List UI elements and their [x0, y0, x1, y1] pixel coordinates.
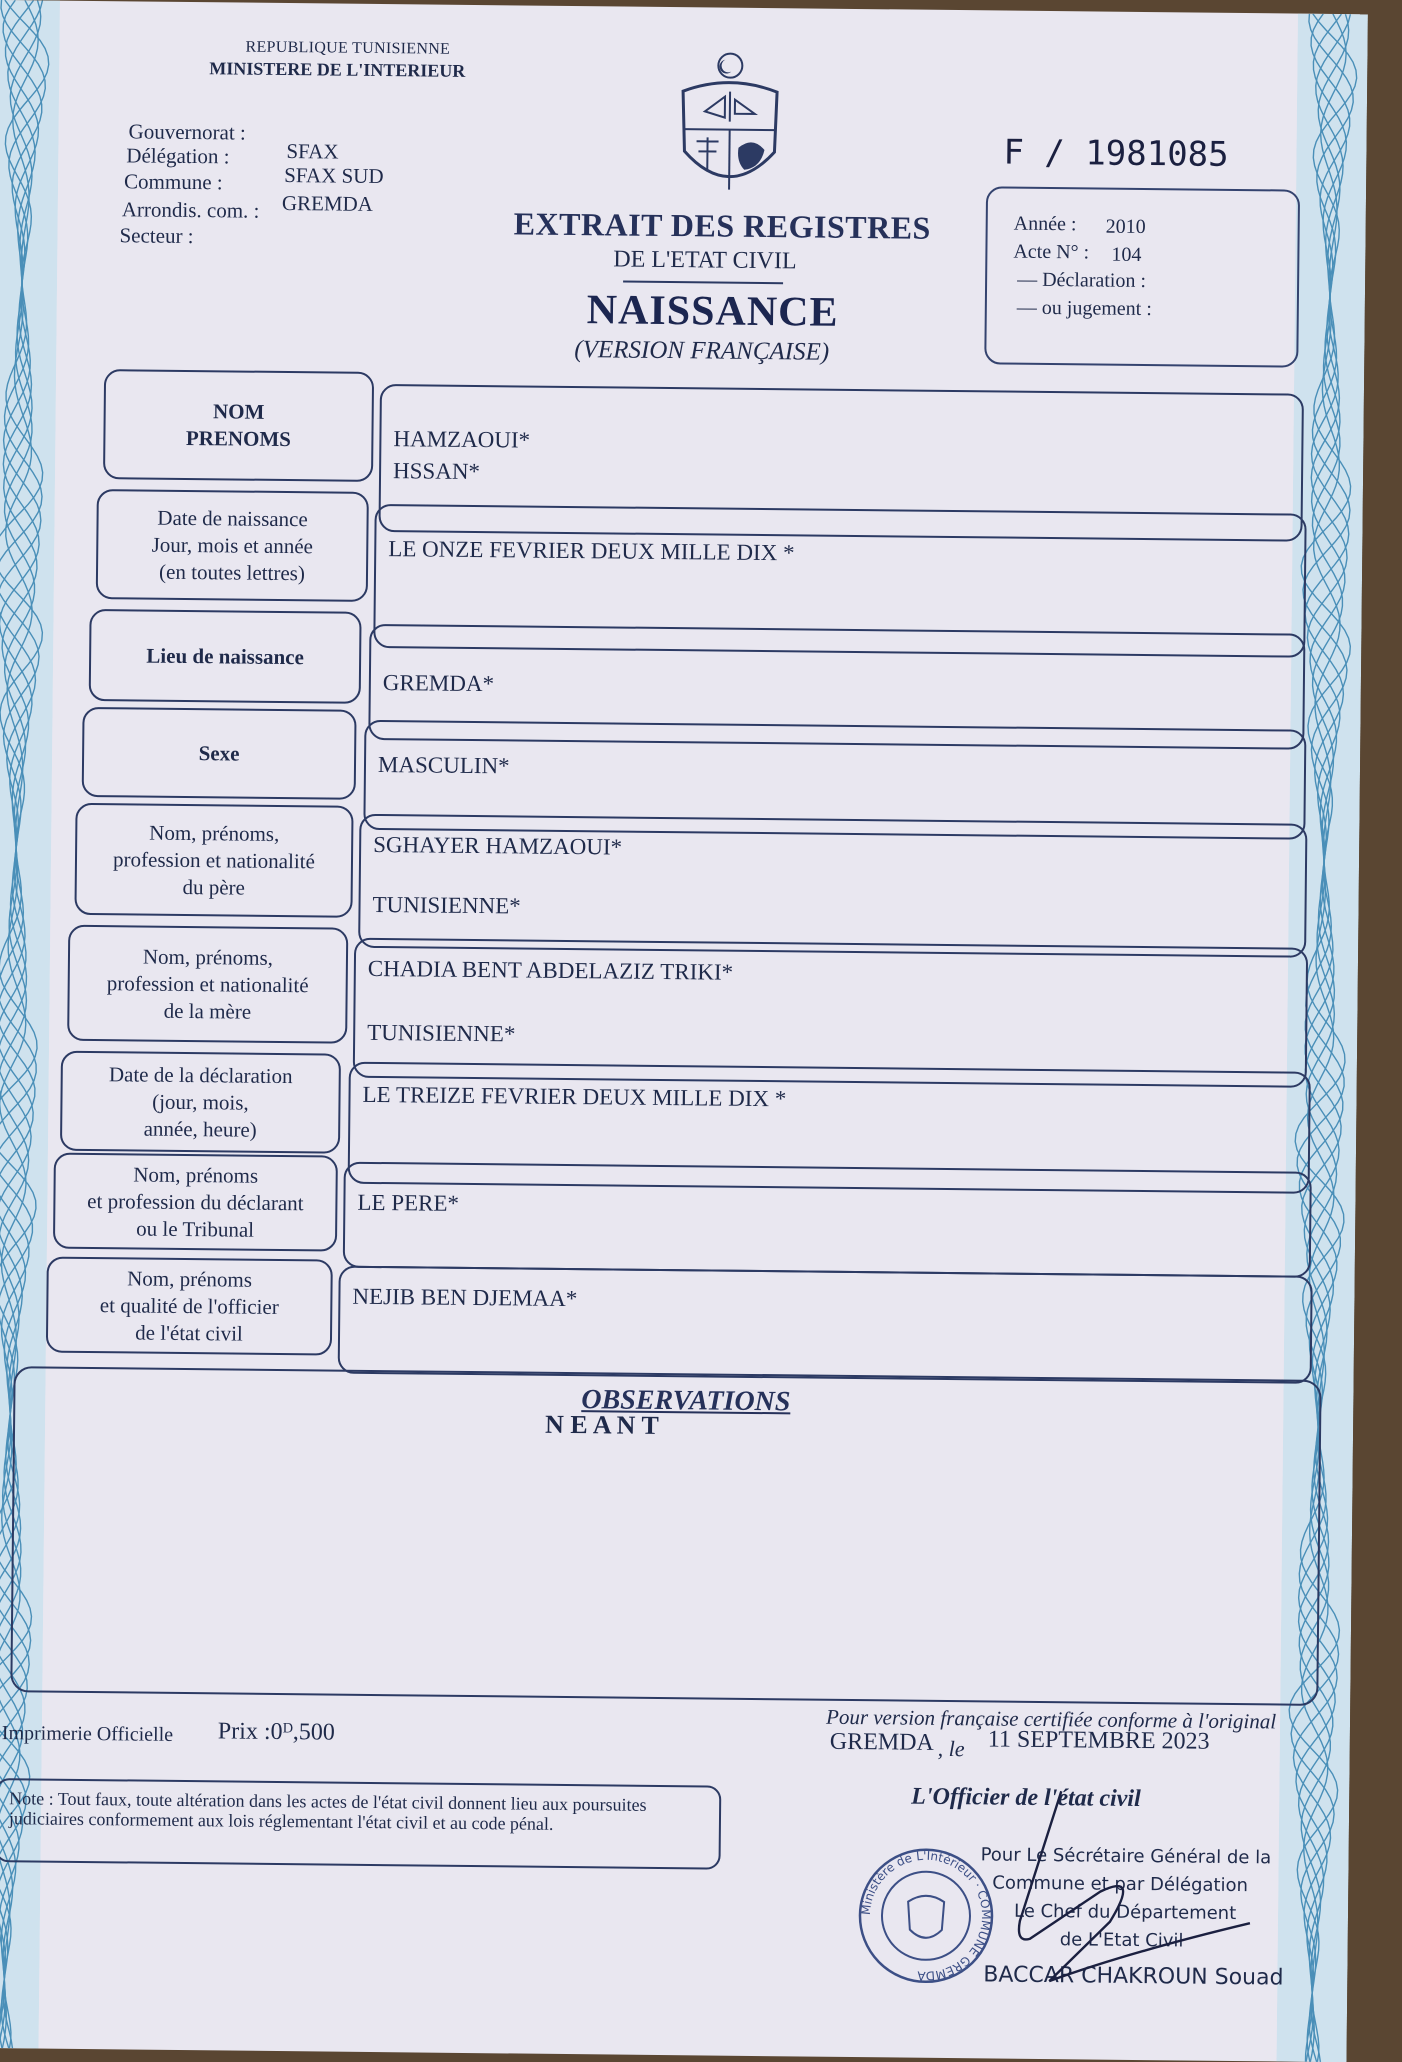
coat-of-arms-emblem [674, 51, 786, 202]
jugement-label: — ou jugement : [1016, 296, 1152, 321]
field-value: LE PERE* [357, 1189, 460, 1216]
field-value: CHADIA BENT ABDELAZIZ TRIKI* [367, 955, 734, 985]
field-label: Date de naissance Jour, mois et année (en toutes lettres) [151, 505, 314, 585]
title-version: (VERSION FRANÇAISE) [574, 336, 830, 366]
field-value-secondary: HSSAN* [392, 458, 481, 485]
gouvernorat-value: SFAX [286, 139, 339, 164]
acte-number-value: 104 [1111, 243, 1142, 266]
field-label-box [103, 369, 374, 482]
observations-title: OBSERVATIONS [581, 1384, 791, 1418]
signature-line-3: Le Chef du Département [1013, 1900, 1237, 1925]
observations-value: N E A N T [544, 1409, 659, 1440]
field-label-box [89, 609, 362, 704]
gouvernorat-label: Gouvernorat : [128, 119, 246, 145]
annee-label: Année : [1013, 212, 1077, 236]
field-label-box [82, 707, 357, 800]
annee-value: 2010 [1105, 215, 1146, 239]
title-extrait: EXTRAIT DES REGISTRES [513, 205, 932, 246]
field-value: LE ONZE FEVRIER DEUX MILLE DIX * [388, 536, 795, 566]
field-value: LE TREIZE FEVRIER DEUX MILLE DIX * [362, 1081, 787, 1112]
serial-number: F / 1981085 [1003, 132, 1229, 175]
date-value: 11 SEPTEMBRE 2023 [987, 1726, 1210, 1755]
field-label-box [96, 489, 369, 602]
commune-label: Commune : [123, 169, 223, 195]
field-label-box [74, 803, 353, 918]
field-value: HAMZAOUI* [393, 426, 531, 453]
signature-line-1: Pour Le Sécrétaire Général de la [980, 1844, 1272, 1869]
acte-number-label: Acte N° : [1013, 240, 1090, 264]
field-label: Nom, prénoms et profession du déclarant ou le Tribunal [87, 1161, 304, 1242]
field-value-secondary: TUNISIENNE* [372, 891, 521, 919]
field-label: Date de la déclaration (jour, mois, année, heure) [108, 1061, 293, 1142]
observations-box [10, 1366, 1321, 1706]
signature-line-2: Commune et par Délégation [992, 1872, 1249, 1897]
acte-box [984, 186, 1300, 367]
handwritten-signature [989, 1770, 1261, 2003]
field-value-box [358, 814, 1307, 958]
field-value: NEJIB BEN DJEMAA* [352, 1283, 578, 1312]
declaration-label: — Déclaration : [1017, 268, 1147, 293]
field-label-box [53, 1153, 338, 1252]
title-etat-civil: DE L'ETAT CIVIL [613, 246, 797, 275]
field-label: Sexe [198, 740, 240, 766]
officier-label: L'Officier de l'état civil [911, 1783, 1141, 1813]
signature-line-4: de L'Etat Civil [1059, 1929, 1184, 1952]
field-label-box [46, 1257, 333, 1356]
delegation-value: SFAX SUD [284, 162, 384, 189]
ministry-label: MINISTERE DE L'INTERIEUR [209, 58, 466, 81]
delegation-label: Délégation : [126, 143, 230, 169]
stamp-ring-text: Ministère de L'Intérieur · COMMUNE GREMDA [858, 1848, 994, 1983]
legal-note [0, 1778, 721, 1870]
imprimerie-label: Imprimerie Officielle [1, 1722, 174, 1746]
field-label: Lieu de naissance [146, 643, 305, 669]
field-value-secondary: GREMDA* [382, 670, 495, 697]
certified-text: Pour version française certifiée conforme à l'original [825, 1704, 1277, 1734]
place-value: GREMDA [829, 1728, 934, 1756]
field-value: SGHAYER HAMZAOUI* [373, 831, 623, 860]
title-underline [623, 281, 783, 285]
field-label: Nom, prénoms, profession et nationalité du père [112, 820, 316, 900]
field-label: NOM PRENOMS [185, 399, 292, 452]
official-stamp-icon [855, 1845, 996, 1986]
field-label-box [60, 1051, 341, 1154]
field-label: Nom, prénoms, profession et nationalité de la mère [106, 944, 309, 1024]
field-label-box [67, 925, 348, 1044]
legal-note-text: Note : Tout faux, toute altération dans les actes de l'état civil donnent lieu aux poursuites judiciaires conformement aux lois réglementant l'état civil et au code pénal. [8, 1788, 647, 1834]
field-label: Nom, prénoms et qualité de l'officier de l'état civil [99, 1265, 279, 1346]
field-value: MASCULIN* [377, 752, 510, 779]
arrondis-label: Arrondis. com. : [121, 197, 260, 223]
republic-label: REPUBLIQUE TUNISIENNE [245, 38, 451, 58]
field-value-secondary: TUNISIENNE* [367, 1019, 516, 1047]
field-value-box [338, 1266, 1313, 1384]
prix-label: Prix :0ᴰ,500 [217, 1718, 336, 1746]
commune-value: GREMDA [281, 190, 374, 216]
secteur-label: Secteur : [119, 223, 194, 249]
signatory-name: BACCAR CHAKROUN Souad [983, 1962, 1284, 1991]
title-naissance: NAISSANCE [586, 287, 839, 336]
field-value-box [343, 1162, 1312, 1278]
le-label: , le [937, 1735, 965, 1762]
